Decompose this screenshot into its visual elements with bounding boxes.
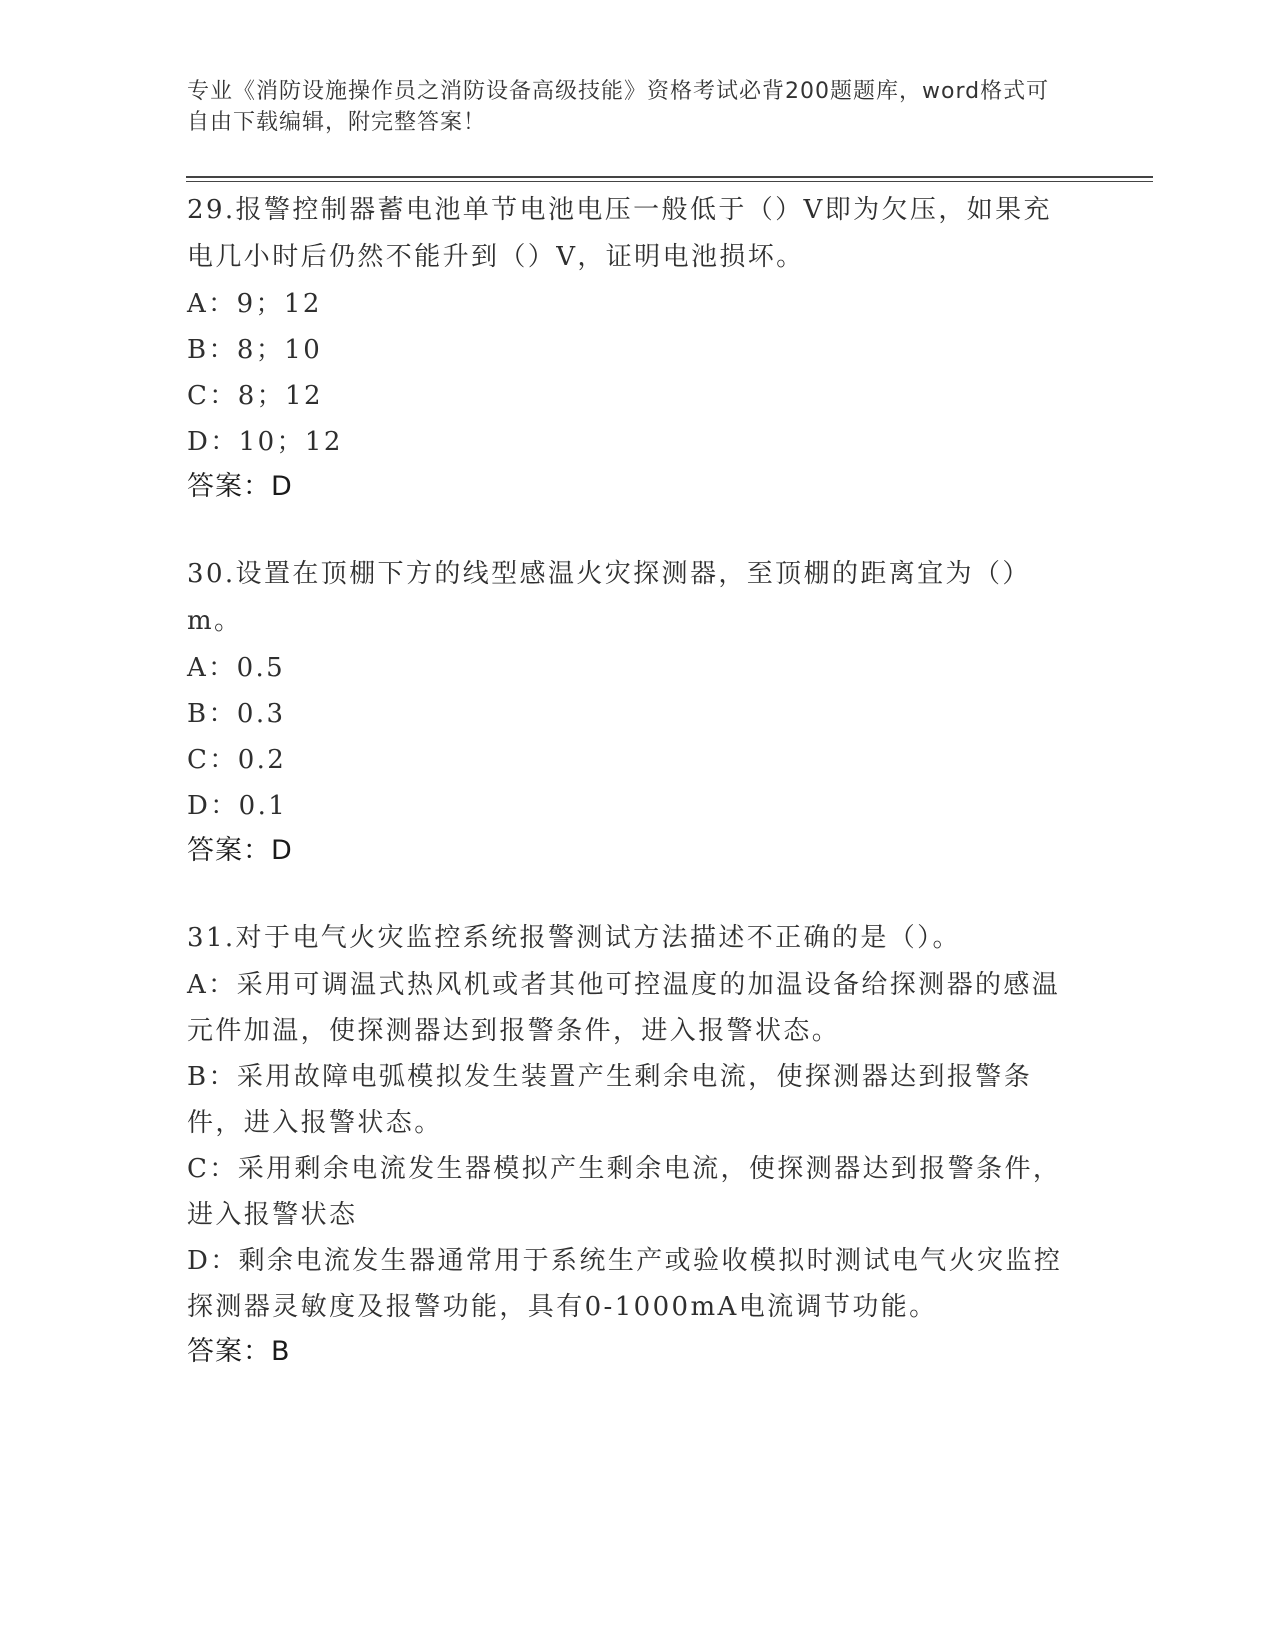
question-29 bbox=[187, 187, 1067, 509]
option-a: A：9；12 bbox=[187, 289, 322, 319]
option-b: B：采用故障电弧模拟发生装置产生剩余电流，使探测器达到报警条件，进入报警状态。 bbox=[187, 1062, 1033, 1138]
option-b: B：8；10 bbox=[187, 335, 323, 365]
question-30 bbox=[187, 551, 1067, 873]
question-stem: 30.设置在顶棚下方的线型感温火灾探测器，至顶棚的距离宜为（）m。 bbox=[187, 559, 1031, 636]
option-c: C：8；12 bbox=[187, 381, 323, 411]
option-d: D：0.1 bbox=[187, 791, 288, 821]
option-a: A：0.5 bbox=[187, 653, 286, 683]
document-header: 专业《消防设施操作员之消防设备高级技能》资格考试必背200题题库，word格式可自由下载编辑，附完整答案！ bbox=[187, 79, 1050, 135]
answer-line: 答案：D bbox=[187, 835, 293, 866]
option-d: D：10；12 bbox=[187, 427, 343, 457]
header-divider-thin bbox=[186, 181, 1153, 182]
question-stem: 31.对于电气火灾监控系统报警测试方法描述不正确的是（）。 bbox=[187, 923, 961, 953]
option-a: A：采用可调温式热风机或者其他可控温度的加温设备给探测器的感温元件加温，使探测器达到报警条件，进入报警状态。 bbox=[187, 970, 1061, 1046]
answer-line: 答案：B bbox=[187, 1336, 291, 1367]
option-c: C：0.2 bbox=[187, 745, 287, 775]
question-31 bbox=[187, 915, 1067, 1374]
header-divider-thick bbox=[186, 176, 1153, 178]
option-c: C：采用剩余电流发生器模拟产生剩余电流，使探测器达到报警条件，进入报警状态 bbox=[187, 1154, 1062, 1230]
option-b: B：0.3 bbox=[187, 699, 286, 729]
answer-line: 答案：D bbox=[187, 471, 293, 502]
question-stem: 29.报警控制器蓄电池单节电池电压一般低于（）V即为欠压，如果充电几小时后仍然不能升到（）V，证明电池损坏。 bbox=[187, 195, 1052, 272]
option-d: D：剩余电流发生器通常用于系统生产或验收模拟时测试电气火灾监控探测器灵敏度及报警功能，具有0-1000mA电流调节功能。 bbox=[187, 1246, 1063, 1322]
